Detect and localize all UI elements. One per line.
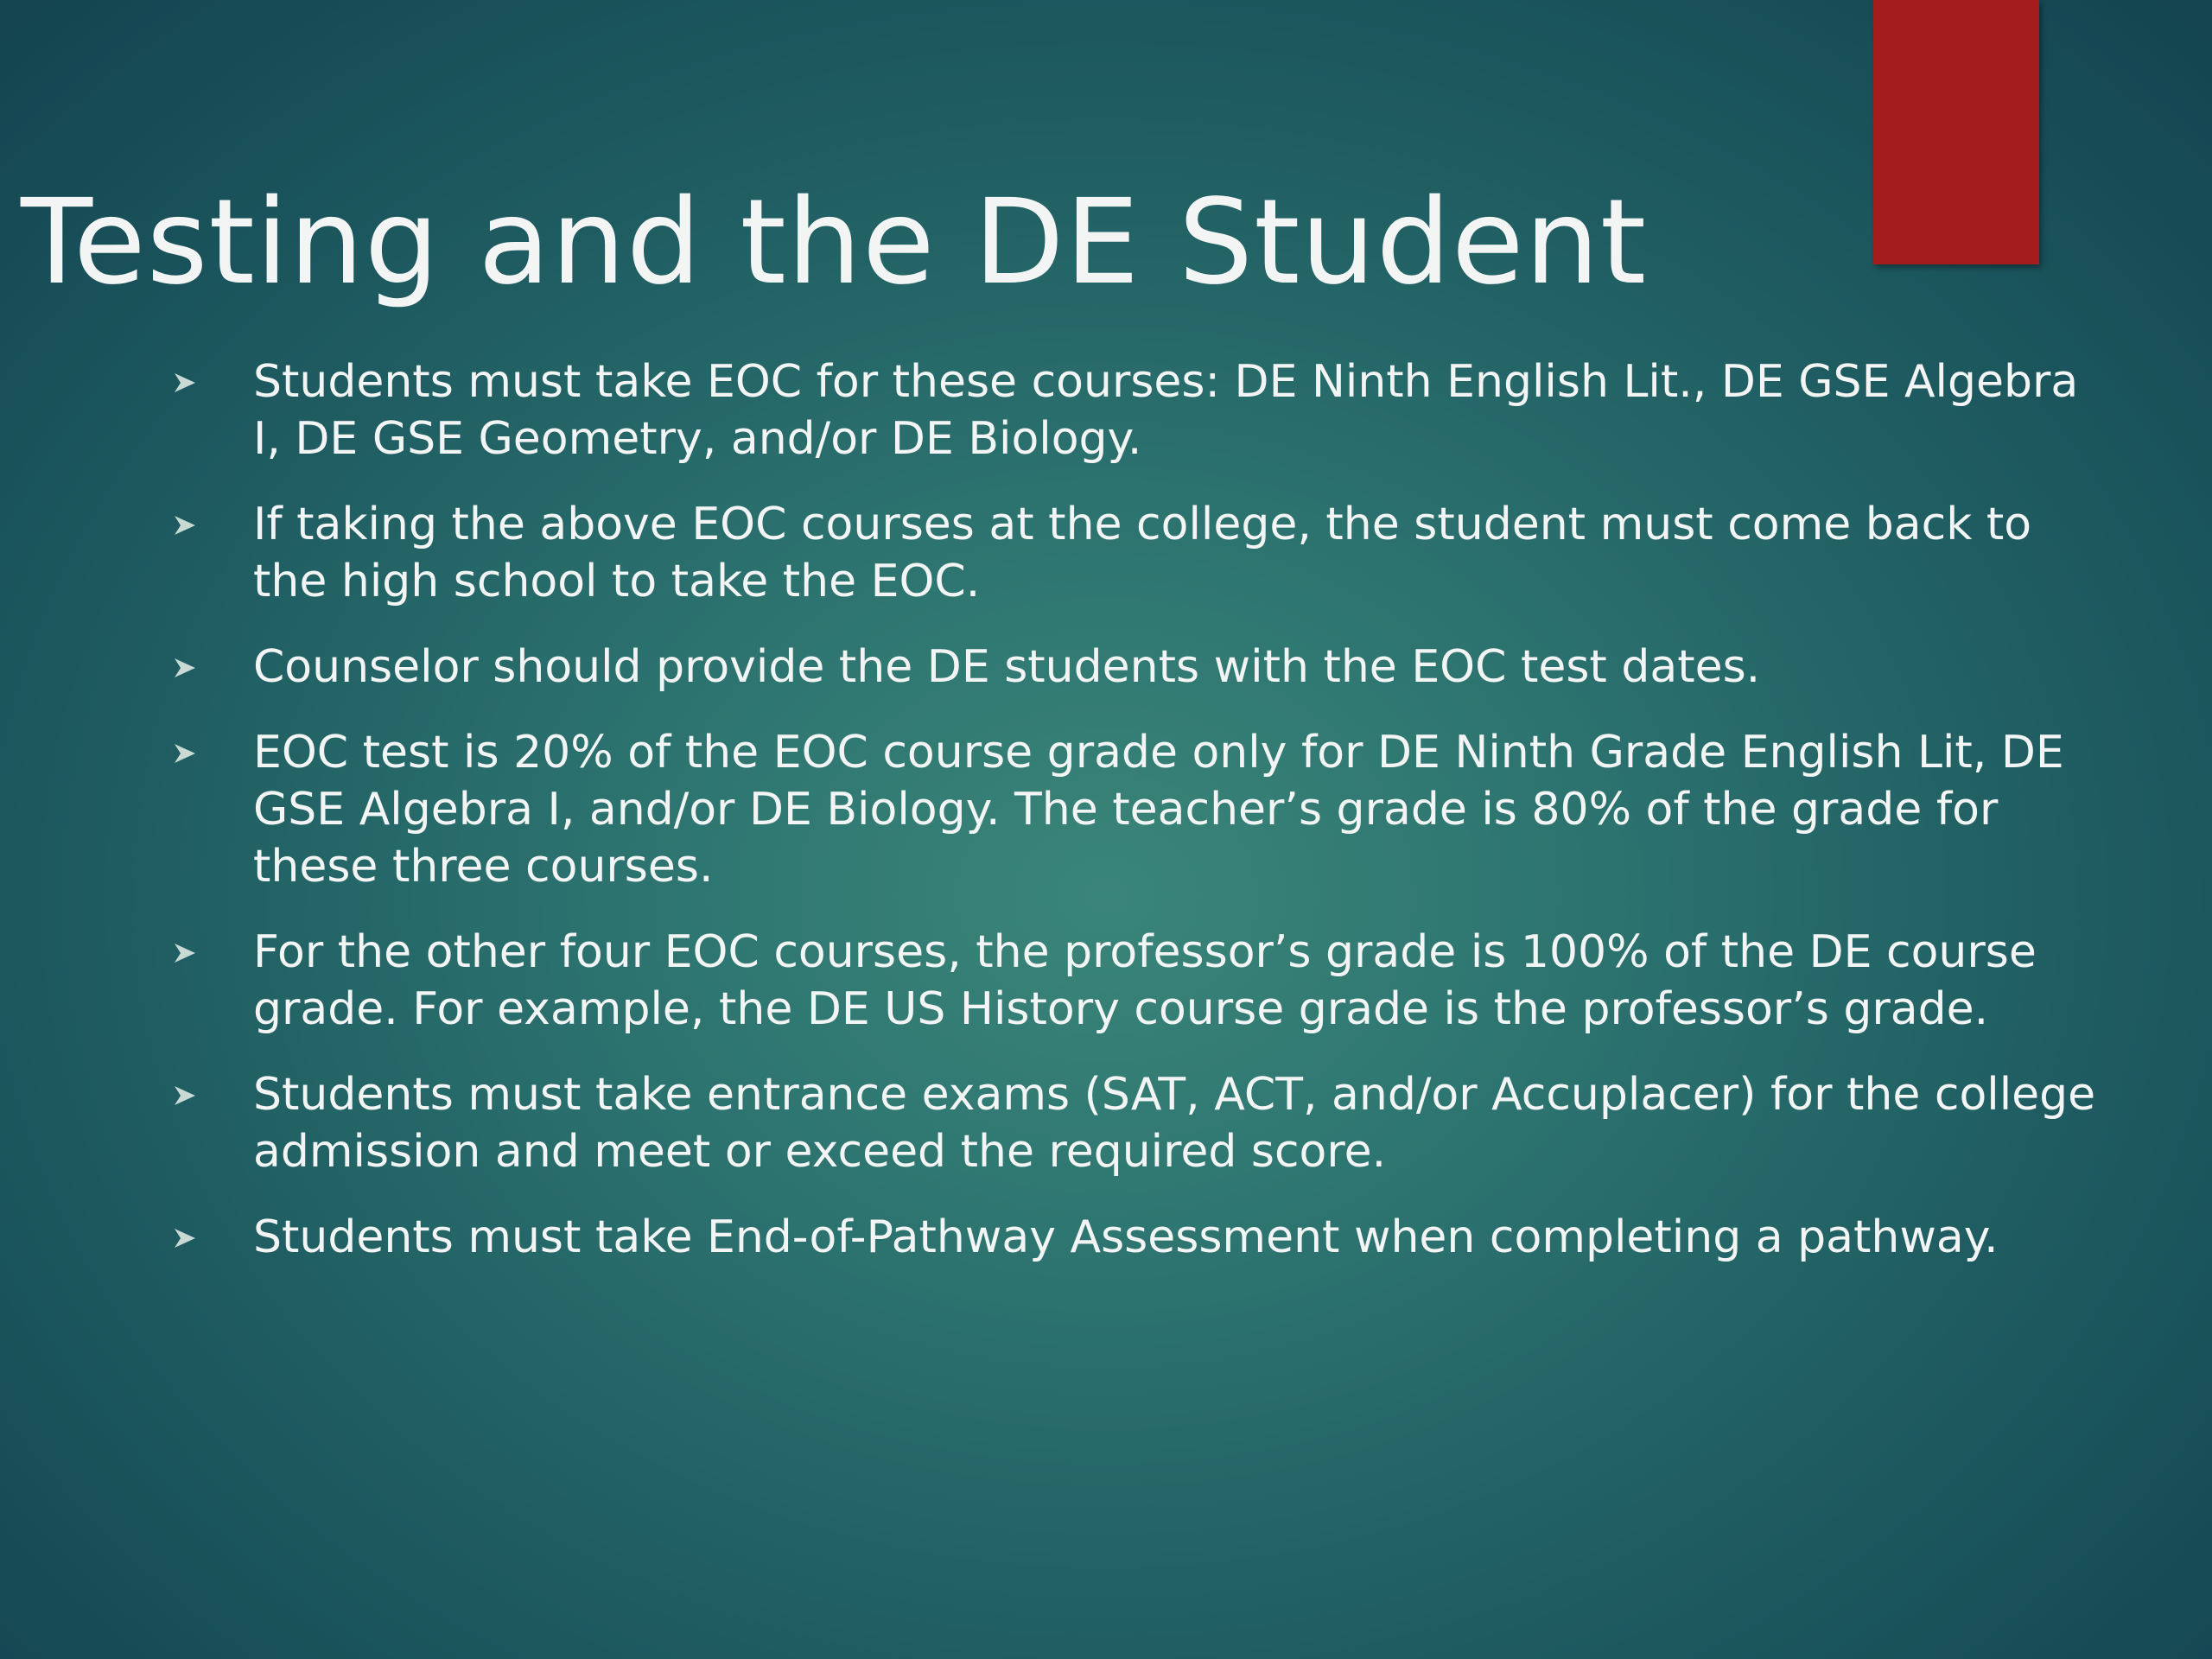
list-item bbox=[169, 639, 2105, 696]
list-item bbox=[169, 353, 2105, 467]
arrowhead-bullet-icon bbox=[173, 1226, 197, 1250]
list-item bbox=[169, 924, 2105, 1038]
bullet-text: If taking the above EOC courses at the college, the student must come back to the high school to take the EOC. bbox=[253, 499, 2032, 607]
slide-title: Testing and the DE Student bbox=[21, 175, 1648, 311]
arrowhead-bullet-icon bbox=[173, 941, 197, 965]
bullet-text: Students must take EOC for these courses: DE Ninth English Lit., DE GSE Algebra I, DE GSE Geometry, and/or DE Biology. bbox=[253, 356, 2079, 465]
bullet-list bbox=[169, 353, 2105, 1294]
arrowhead-bullet-icon bbox=[173, 513, 197, 537]
arrowhead-bullet-icon bbox=[173, 656, 197, 680]
bullet-text: Counselor should provide the DE students with the EOC test dates. bbox=[253, 641, 1761, 693]
arrowhead-bullet-icon bbox=[173, 741, 197, 766]
arrowhead-bullet-icon bbox=[173, 1084, 197, 1108]
list-item bbox=[169, 724, 2105, 895]
bullet-text: For the other four EOC courses, the professor’s grade is 100% of the DE course grade. For example, the DE US History course grade is the professor’s grade. bbox=[253, 926, 2037, 1035]
list-item bbox=[169, 1209, 2105, 1266]
list-item bbox=[169, 496, 2105, 610]
accent-bar bbox=[1873, 0, 2039, 264]
bullet-text: Students must take entrance exams (SAT, ACT, and/or Accuplacer) for the college admission and meet or exceed the required score. bbox=[253, 1069, 2096, 1178]
arrowhead-bullet-icon bbox=[173, 371, 197, 395]
list-item bbox=[169, 1066, 2105, 1180]
bullet-text: Students must take End-of-Pathway Assessment when completing a pathway. bbox=[253, 1211, 1999, 1263]
bullet-text: EOC test is 20% of the EOC course grade only for DE Ninth Grade English Lit, DE GSE Algebra I, and/or DE Biology. The teacher’s grade is 80% of the grade for these three courses. bbox=[253, 727, 2064, 893]
